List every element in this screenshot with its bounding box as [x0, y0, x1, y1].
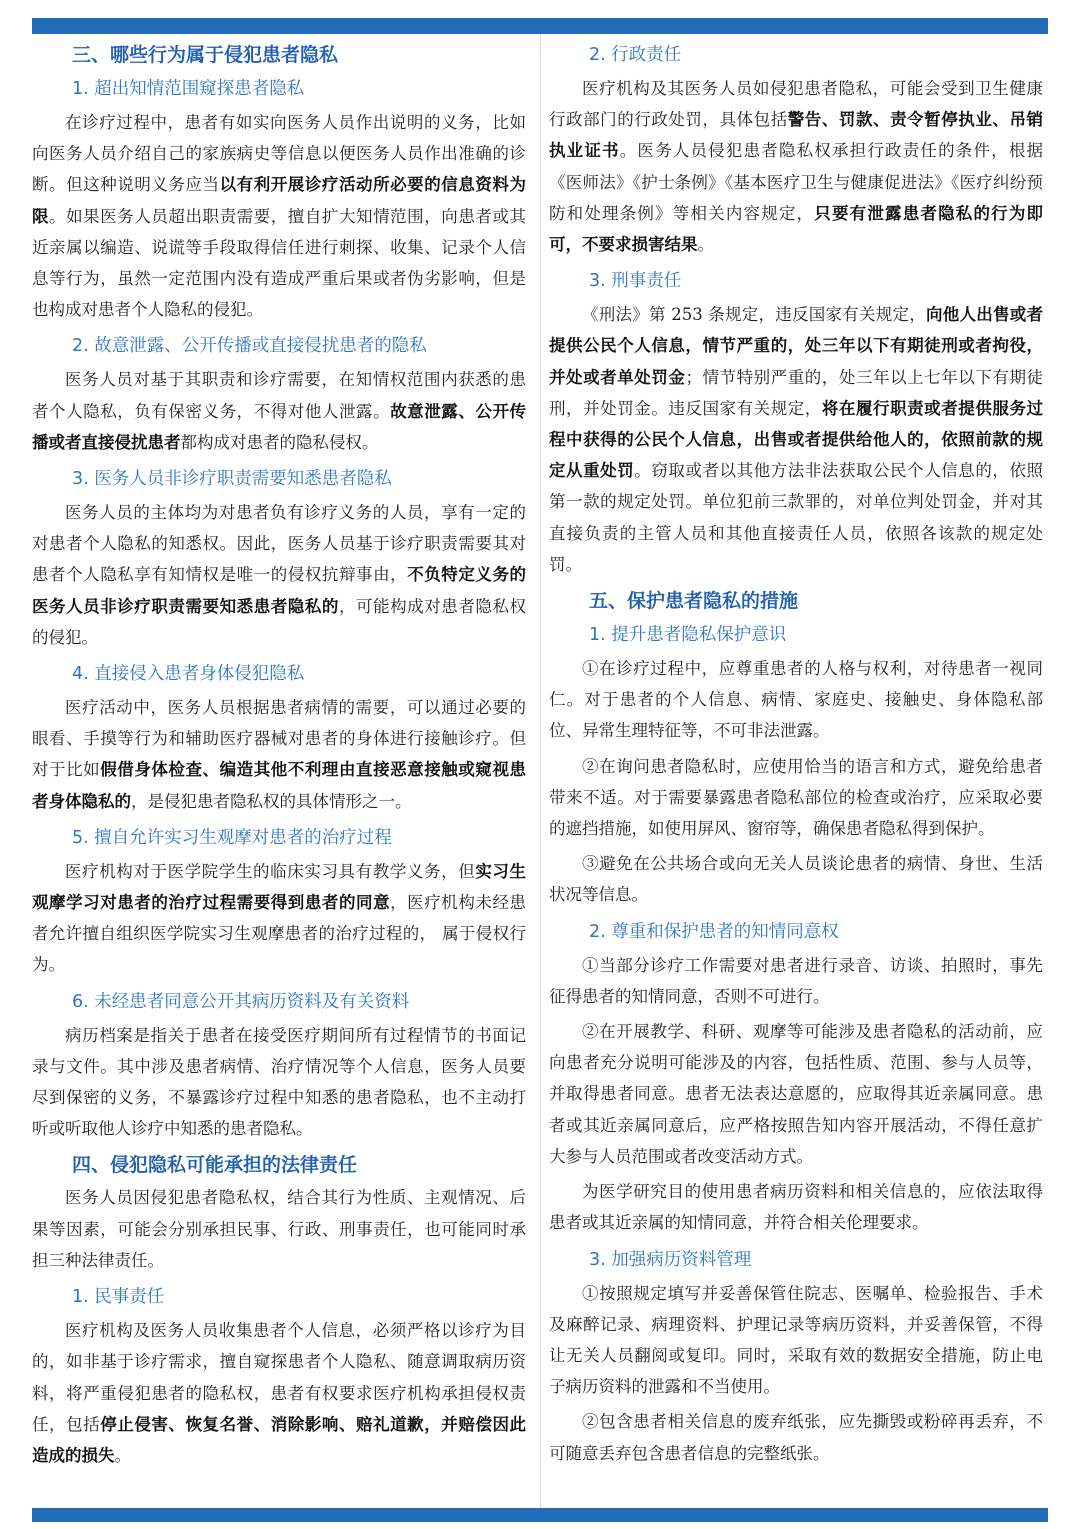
- subsection-title: 2. 行政责任: [589, 45, 682, 65]
- paragraph: 为医学研究目的使用患者病历资料和相关信息的，应依法取得患者或其近亲属的知情同意，并符合相关伦理要求。: [549, 1182, 1043, 1233]
- paragraph: 医疗机构及其医务人员如侵犯患者隐私，可能会受到卫生健康行政部门的行政处罚，具体包括警告、罚款、责令暂停执业、吊销执业证书。医务人员侵犯患者隐私权承担行政责任的条件，根据《医师法》《护士条例》《基本医疗卫生与健康促进法》《医疗纠纷预防和处理条例》等相关内容规定，只要有泄露患者隐私的行为即可，不要求损害结果。: [549, 79, 1043, 255]
- subsection-title: 4. 直接侵入患者身体侵犯隐私: [72, 664, 305, 685]
- paragraph: 医疗活动中，医务人员根据患者病情的需要，可以通过必要的眼看、手摸等行为和辅助医疗器械对患者的身体进行接触诊疗。但对于比如假借身体检查、编造其他不利理由直接恶意接触或窥视患者身体隐私的，是侵犯患者隐私权的具体情形之一。: [32, 698, 526, 811]
- paragraph: ①当部分诊疗工作需要对患者进行录音、访谈、拍照时，事先征得患者的知情同意，否则不可进行。: [549, 955, 1043, 1006]
- subsection-title: 3. 医务人员非诊疗职责需要知悉患者隐私: [72, 469, 392, 490]
- subsection-title: 5. 擅自允许实习生观摩对患者的治疗过程: [72, 827, 392, 848]
- paragraph: 病历档案是指关于患者在接受医疗期间所有过程情节的书面记录与文件。其中涉及患者病情、治疗情况等个人信息，医务人员要尽到保密的义务，不暴露诊疗过程中知悉的患者隐私，也不主动打听或听取他人诊疗中知悉的患者隐私。: [32, 1025, 526, 1139]
- paragraph: 医务人员的主体均为对患者负有诊疗义务的人员，享有一定的对患者个人隐私的知悉权。因此，医务人员基于诊疗职责需要其对患者个人隐私享有知情权是唯一的侵权抗辩事由，不负特定义务的医务人员非诊疗职责需要知悉患者隐私的，可能构成对患者隐私权的侵犯。: [32, 503, 526, 647]
- paragraph: ③避免在公共场合或向无关人员谈论患者的病情、身世、生活状况等信息。: [549, 854, 1043, 905]
- paragraph: 《刑法》第 253 条规定，违反国家有关规定，向他人出售或者提供公民个人信息，情节严重的，处三年以下有期徒刑或者拘役，并处或者单处罚金；情节特别严重的，处三年以上七年以下有期徒刑，并处罚金。违反国家有关规定，将在履行职责或者提供服务过程中获得的公民个人信息，出售或者提供给他人的，依照前款的规定从重处罚。窃取或者以其他方法非法获取公民个人信息的，依照第一款的规定处罚。单位犯前三款罪的，对单位判处罚金，并对其直接负责的主管人员和其他直接责任人员，依照各该款的规定处罚。: [549, 305, 1043, 574]
- paragraph: 医疗机构及医务人员收集患者个人信息，必须严格以诊疗为目的，如非基于诊疗需求，擅自窥探患者个人隐私、随意调取病历资料，将严重侵犯患者的隐私权，患者有权要求医疗机构承担侵权责任，包括停止侵害、恢复名誉、消除影响、赔礼道歉，并赔偿因此造成的损失。: [32, 1321, 526, 1465]
- subsection-title: 1. 提升患者隐私保护意识: [589, 625, 787, 646]
- paragraph: 医务人员因侵犯患者隐私权，结合其行为性质、主观情况、后果等因素，可能会分别承担民事、行政、刑事责任，也可能同时承担三种法律责任。: [32, 1188, 526, 1270]
- paragraph: ①按照规定填写并妥善保管住院志、医嘱单、检验报告、手术及麻醉记录、病理资料、护理记录等病历资料，并妥善保管，不得让无关人员翻阅或复印。同时，采取有效的数据安全措施，防止电子病历资料的泄露和不当使用。: [549, 1283, 1043, 1397]
- subsection-title: 6. 未经患者同意公开其病历资料及有关资料: [72, 991, 410, 1012]
- column-divider: [540, 34, 541, 1508]
- section-title: 三、哪些行为属于侵犯患者隐私: [72, 44, 339, 66]
- paragraph: 在诊疗过程中，患者有如实向医务人员作出说明的义务，比如向医务人员介绍自己的家族病史等信息以便医务人员作出准确的诊断。但这种说明义务应当以有利开展诊疗活动所必要的信息资料为限。如果医务人员超出职责需要，擅自扩大知情范围，向患者或其近亲属以编造、说谎等手段取得信任进行刺探、收集、记录个人信息等行为，虽然一定范围内没有造成严重后果或者伪劣影响，但是也构成对患者个人隐私的侵犯。: [32, 113, 526, 320]
- subsection-title: 1. 超出知情范围窥探患者隐私: [72, 79, 305, 99]
- paragraph: 医务人员对基于其职责和诊疗需要，在知情权范围内获悉的患者个人隐私，负有保密义务，不得对他人泄露。故意泄露、公开传播或者直接侵扰患者都构成对患者的隐私侵权。: [32, 370, 526, 452]
- paragraph: ②在询问患者隐私时，应使用恰当的语言和方式，避免给患者带来不适。对于需要暴露患者隐私部位的检查或治疗，应采取必要的遮挡措施，如使用屏风、窗帘等，确保患者隐私得到保护。: [549, 756, 1043, 839]
- subsection-title: 3. 刑事责任: [589, 271, 682, 292]
- subsection-title: 1. 民事责任: [72, 1287, 165, 1308]
- top-header-bar: [32, 18, 1048, 34]
- left-column: [32, 38, 526, 1475]
- subsection-title: 3. 加强病历资料管理: [589, 1249, 752, 1270]
- bottom-footer-bar: [32, 1508, 1048, 1522]
- subsection-title: 2. 尊重和保护患者的知情同意权: [589, 921, 839, 942]
- paragraph: ①在诊疗过程中，应尊重患者的人格与权利，对待患者一视同仁。对于患者的个人信息、病情、家庭史、接触史、身体隐私部位、异常生理特征等，不可非法泄露。: [549, 659, 1043, 741]
- right-column: [549, 38, 1043, 1473]
- paragraph: ②包含患者相关信息的废弃纸张，应先撕毁或粉碎再丢弃，不可随意丢弃包含患者信息的完整纸张。: [549, 1412, 1043, 1463]
- section-title: 四、侵犯隐私可能承担的法律责任: [72, 1154, 358, 1177]
- paragraph: ②在开展教学、科研、观摩等可能涉及患者隐私的活动前，应向患者充分说明可能涉及的内容，包括性质、范围、参与人员等，并取得患者同意。患者无法表达意愿的，应取得其近亲属同意。患者或其近亲属同意后，应严格按照告知内容开展活动，不得任意扩大参与人员范围或者改变活动方式。: [549, 1022, 1043, 1166]
- section-title: 五、保护患者隐私的措施: [589, 590, 799, 613]
- subsection-title: 2. 故意泄露、公开传播或直接侵扰患者的隐私: [72, 336, 427, 357]
- paragraph: 医疗机构对于医学院学生的临床实习具有教学义务，但实习生观摩学习对患者的治疗过程需要得到患者的同意，医疗机构未经患者允许擅自组织医学院实习生观摩患者的治疗过程的， 属于侵权行为。: [32, 861, 526, 975]
